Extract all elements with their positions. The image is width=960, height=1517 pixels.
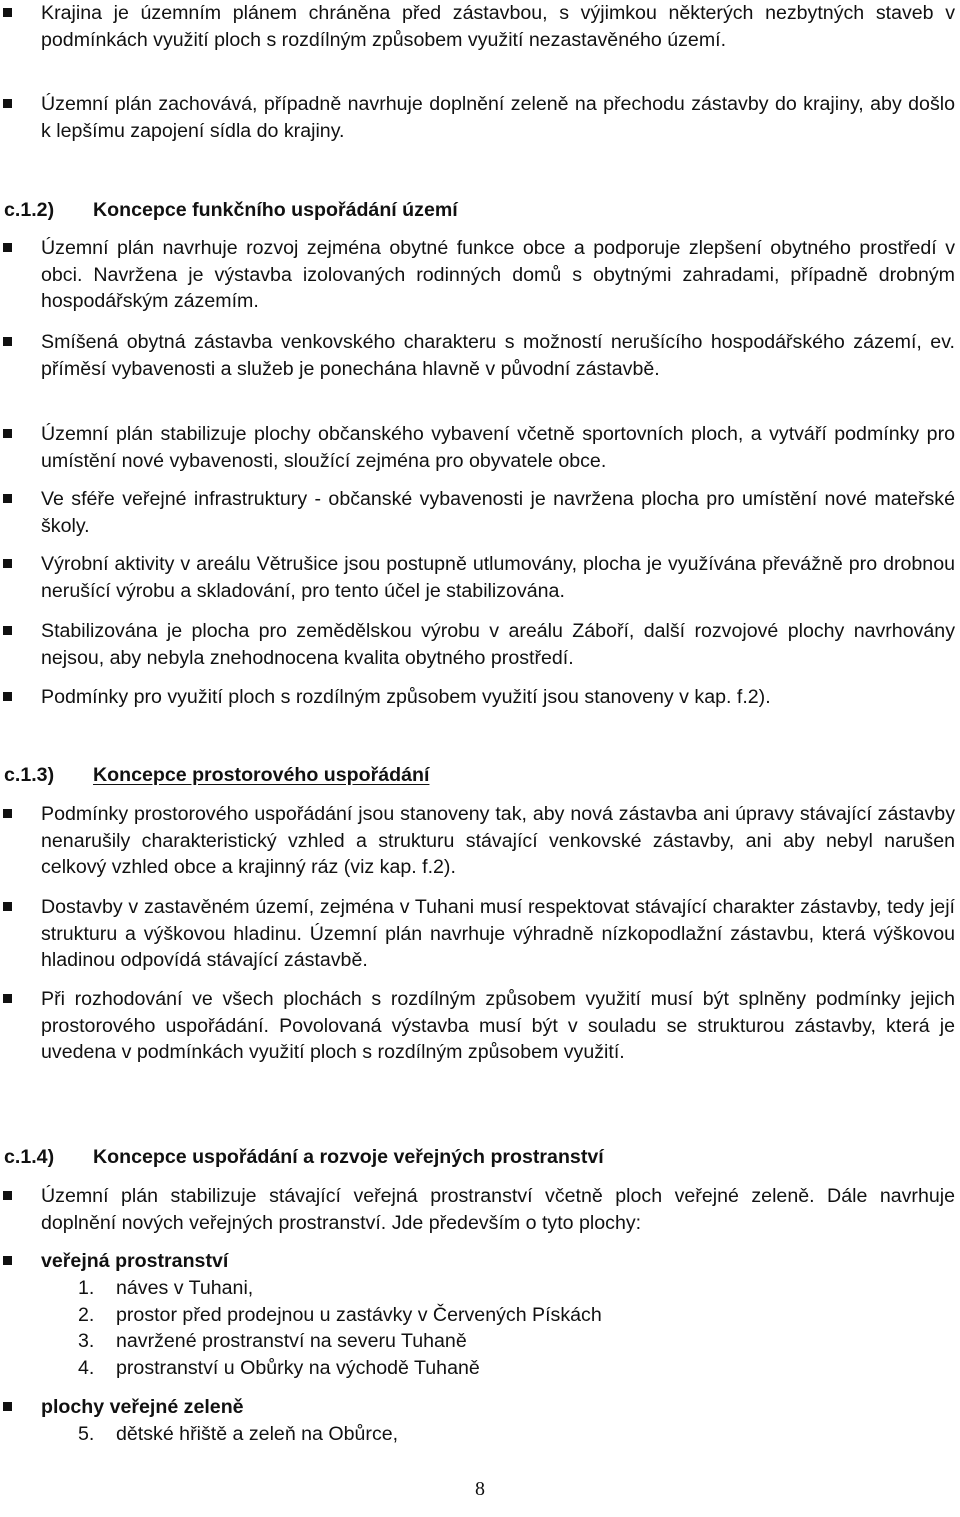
bullet-paragraph [41, 684, 955, 711]
bullet-paragraph [41, 801, 955, 881]
square-bullet-icon [3, 1256, 12, 1265]
numbered-list [78, 1275, 938, 1381]
bullet-text: Podmínky prostorového uspořádání jsou stanoveny tak, aby nová zástavba ani úpravy stávající zástavby nenarušily charakteristický vzhled a strukturu stávající venkovské zástavby, ani aby nebyl narušen celkový vzhled obce a krajinný ráz (viz kap. f.2). [41, 803, 955, 878]
bullet-paragraph [41, 551, 955, 604]
list-item [78, 1421, 938, 1448]
list-item-text: navržené prostranství na severu Tuhaně [116, 1330, 467, 1352]
section-title: Koncepce funkčního uspořádání území [93, 199, 458, 221]
square-bullet-icon [3, 1402, 12, 1411]
square-bullet-icon [3, 243, 12, 252]
section-heading [4, 762, 944, 789]
list-item-number: 5. [78, 1423, 95, 1445]
bullet-text: Smíšená obytná zástavba venkovského charakteru s možností nerušícího hospodářského zázemí, ev. příměsí vybavenosti a služeb je ponechána hlavně v původní zástavbě. [41, 331, 955, 380]
bullet-paragraph [41, 0, 955, 53]
list-item-number: 1. [78, 1277, 95, 1299]
bullet-text: Při rozhodování ve všech plochách s rozdílným způsobem využití musí být splněny podmínky jejich prostorového uspořádání. Povolovaná výstavba musí být v souladu se strukturou zástavby, která je uvedena v podmínkách využití ploch s rozdílným způsobem využití. [41, 988, 955, 1063]
square-bullet-icon [3, 1191, 12, 1200]
list-item-number: 4. [78, 1356, 95, 1379]
section-number: c.1.2) [4, 199, 55, 221]
bullet-group-label [41, 1248, 955, 1275]
list-item [78, 1275, 938, 1302]
square-bullet-icon [3, 626, 12, 635]
bullet-paragraph [41, 329, 955, 382]
square-bullet-icon [3, 337, 12, 346]
list-item [78, 1302, 938, 1329]
group-label: plochy veřejné zeleně [41, 1396, 244, 1418]
square-bullet-icon [3, 8, 12, 17]
list-item-number: 3. [78, 1330, 95, 1352]
bullet-group-label [41, 1394, 955, 1421]
list-item [78, 1355, 938, 1382]
bullet-paragraph [41, 91, 955, 144]
bullet-paragraph [41, 618, 955, 671]
square-bullet-icon [3, 902, 12, 911]
page-number: 8 [475, 1478, 485, 1500]
square-bullet-icon [3, 494, 12, 503]
list-item-text: prostranství u Obůrky na východě Tuhaně [116, 1356, 480, 1379]
list-item-text: dětské hřiště a zeleň na Obůrce, [116, 1423, 399, 1445]
group-label: veřejná prostranství [41, 1250, 229, 1272]
section-heading [4, 1144, 944, 1171]
bullet-text: Územní plán zachovává, případně navrhuje doplnění zeleně na přechodu zástavby do krajiny, aby došlo k lepšímu zapojení sídla do krajiny. [41, 93, 955, 142]
bullet-paragraph [41, 235, 955, 315]
list-item-text: náves v Tuhani, [116, 1277, 254, 1299]
numbered-list [78, 1421, 938, 1448]
square-bullet-icon [3, 809, 12, 818]
section-number: c.1.4) [4, 1146, 55, 1168]
list-item [78, 1328, 938, 1355]
section-title: Koncepce uspořádání a rozvoje veřejných prostranství [93, 1146, 604, 1168]
bullet-paragraph [41, 894, 955, 974]
bullet-text: Dostavby v zastavěném území, zejména v Tuhani musí respektovat stávající charakter zástavby, tedy její strukturu a výškovou hladinu. Územní plán navrhuje výhradně nízkopodlažní zástavbu, která výškovou hladinou odpovídá stávající zástavbě. [41, 896, 955, 971]
bullet-text: Územní plán stabilizuje plochy občanského vybavení včetně sportovních ploch, a vytváří podmínky pro umístění nové vybavenosti, sloužící zejména pro obyvatele obce. [41, 423, 955, 472]
list-item-number: 2. [78, 1303, 95, 1326]
list-item-text: prostor před prodejnou u zastávky v Červených Pískách [116, 1303, 602, 1326]
square-bullet-icon [3, 692, 12, 701]
bullet-text: Krajina je územním plánem chráněna před zástavbou, s výjimkou některých nezbytných staveb v podmínkách využití ploch s rozdílným způsobem využití nezastavěného území. [41, 2, 955, 51]
bullet-text: Stabilizována je plocha pro zemědělskou výrobu v areálu Záboří, další rozvojové plochy navrhovány nejsou, aby nebyla znehodnocena kvalita obytného prostředí. [41, 620, 955, 669]
bullet-text: Územní plán navrhuje rozvoj zejména obytné funkce obce a podporuje zlepšení obytného prostředí v obci. Navržena je výstavba izolovaných rodinných domů s obytnými zahradami, případně drobným hospodářským zázemím. [41, 237, 955, 312]
bullet-paragraph [41, 421, 955, 474]
bullet-text: Ve sféře veřejné infrastruktury - občanské vybavenosti je navržena plocha pro umístění nové mateřské školy. [41, 488, 955, 537]
section-number: c.1.3) [4, 764, 55, 786]
bullet-text: Územní plán stabilizuje stávající veřejná prostranství včetně ploch veřejné zeleně. Dále navrhuje doplnění nových veřejných prostranství. Jde především o tyto plochy: [41, 1185, 955, 1234]
bullet-paragraph [41, 1183, 955, 1236]
bullet-paragraph [41, 486, 955, 539]
section-heading [4, 197, 944, 224]
square-bullet-icon [3, 994, 12, 1003]
square-bullet-icon [3, 99, 12, 108]
square-bullet-icon [3, 429, 12, 438]
bullet-paragraph [41, 986, 955, 1066]
section-title: Koncepce prostorového uspořádání [93, 764, 430, 786]
bullet-text: Podmínky pro využití ploch s rozdílným způsobem využití jsou stanoveny v kap. f.2). [41, 686, 771, 708]
bullet-text: Výrobní aktivity v areálu Větrušice jsou postupně utlumovány, plocha je využívána převážně pro drobnou nerušící výrobu a skladování, pro tento účel je stabilizována. [41, 553, 955, 602]
square-bullet-icon [3, 559, 12, 568]
